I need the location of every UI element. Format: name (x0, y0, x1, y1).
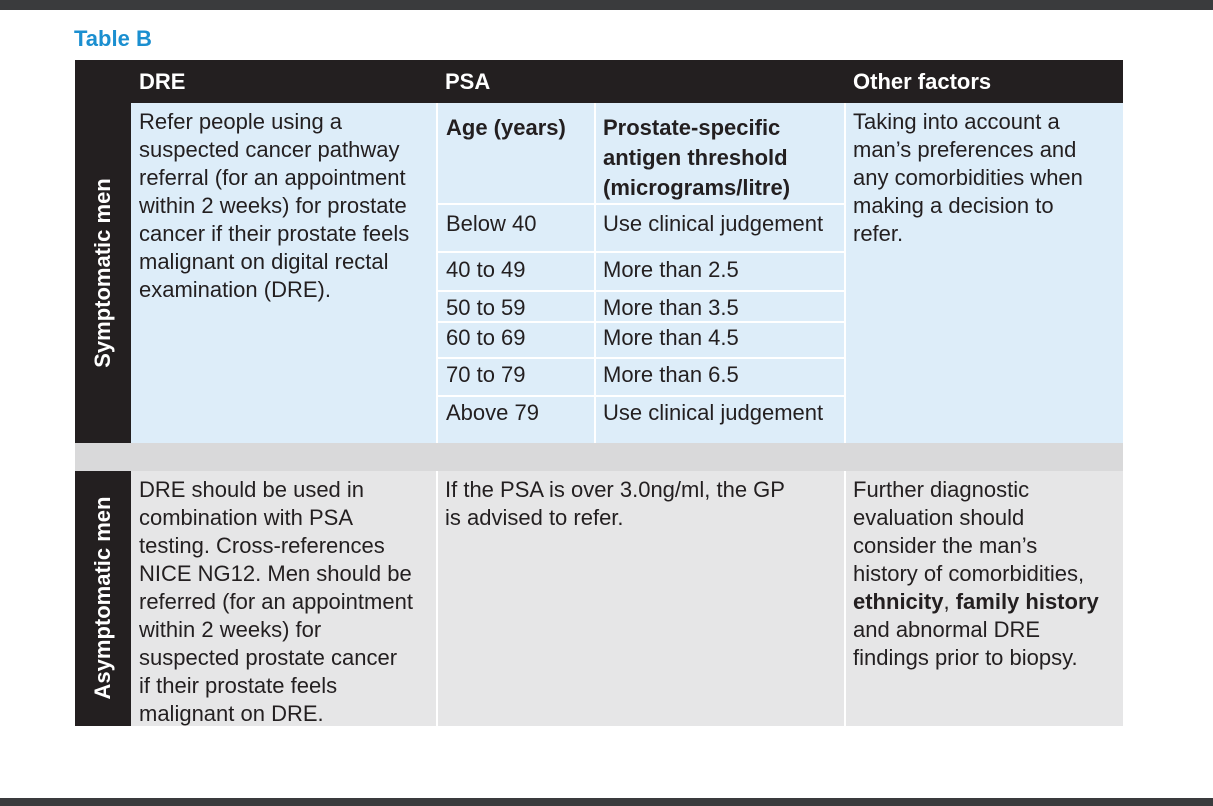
top-bar (0, 0, 1213, 10)
column-divider (844, 471, 846, 726)
column-divider (436, 471, 438, 726)
header-other-factors: Other factors (845, 60, 1123, 103)
column-divider (844, 103, 846, 443)
symptomatic-dre-cell (131, 103, 437, 443)
symptomatic-dre-line: examination (DRE). (139, 277, 331, 302)
section-separator (75, 443, 1123, 471)
row-label-symptomatic (75, 103, 131, 443)
psa-threshold-value: Use clinical judgement (603, 400, 824, 425)
psa-threshold-value: More than 4.5 (603, 325, 739, 350)
psa-row-divider (437, 251, 845, 253)
asymptomatic-dre-line: within 2 weeks) for (139, 617, 322, 642)
asymptomatic-dre-line: if their prostate feels (139, 673, 338, 698)
symptomatic-label: Symptomatic men (90, 178, 115, 368)
symptomatic-dre-line: suspected cancer pathway (139, 137, 400, 162)
symptomatic-dre-line: malignant on digital rectal (139, 249, 389, 274)
asymptomatic-dre-line: combination with PSA (139, 505, 353, 530)
symptomatic-dre-line: referral (for an appointment (139, 165, 406, 190)
asymptomatic-other-line: Further diagnostic (853, 477, 1030, 502)
asymptomatic-other-line: consider the man’s (853, 533, 1038, 558)
psa-row-divider (437, 290, 845, 292)
symptomatic-dre-line: cancer if their prostate feels (139, 221, 410, 246)
column-divider (436, 103, 438, 443)
asymptomatic-other-cell (845, 471, 1123, 726)
asymptomatic-other-line: evaluation should (853, 505, 1025, 530)
psa-row-divider (437, 395, 845, 397)
bottom-bar (0, 798, 1213, 806)
psa-row-divider (437, 203, 845, 205)
family-history-emphasis: family history (955, 589, 1099, 614)
asymptomatic-label: Asymptomatic men (90, 496, 115, 700)
asymptomatic-psa-cell (437, 471, 845, 726)
psa-threshold-value: More than 3.5 (603, 295, 739, 320)
psa-threshold-header-line: Prostate-specific (603, 115, 781, 140)
psa-threshold-value: More than 2.5 (603, 257, 739, 282)
header-dre: DRE (131, 60, 437, 103)
asymptomatic-dre-line: referred (for an appointment (139, 589, 413, 614)
psa-threshold-value: More than 6.5 (603, 362, 739, 387)
emphasis-separator: , (943, 589, 956, 614)
symptomatic-dre-line: Refer people using a (139, 109, 343, 134)
asymptomatic-dre-line: NICE NG12. Men should be (139, 561, 412, 586)
symptomatic-other-line: man’s preferences and (853, 137, 1077, 162)
symptomatic-other-line: making a decision to (853, 193, 1054, 218)
psa-threshold-value: Use clinical judgement (603, 211, 824, 236)
psa-age-value: Below 40 (446, 211, 537, 236)
asymptomatic-dre-line: malignant on DRE. (139, 701, 324, 726)
asymptomatic-dre-line: DRE should be used in (139, 477, 365, 502)
asymptomatic-dre-line: testing. Cross-references (139, 533, 385, 558)
asymptomatic-psa-line: If the PSA is over 3.0ng/ml, the GP (445, 477, 785, 502)
row-label-asymptomatic (75, 471, 131, 726)
header-psa: PSA (437, 60, 845, 103)
psa-age-value: Above 79 (446, 400, 539, 425)
psa-age-value: 40 to 49 (446, 257, 526, 282)
asymptomatic-dre-cell (131, 471, 437, 726)
symptomatic-psa-cell (437, 103, 845, 443)
asymptomatic-other-line-emphasis (853, 588, 1115, 616)
symptomatic-dre-line: within 2 weeks) for prostate (139, 193, 407, 218)
psa-row-divider (437, 357, 845, 359)
asymptomatic-other-line: findings prior to biopsy. (853, 645, 1078, 670)
asymptomatic-psa-line: is advised to refer. (445, 505, 624, 530)
psa-threshold-header-line: antigen threshold (603, 145, 788, 170)
psa-age-header: Age (years) (446, 115, 566, 140)
header-corner (75, 60, 131, 103)
symptomatic-other-line: refer. (853, 221, 904, 246)
psa-threshold-header-line: (micrograms/litre) (603, 175, 791, 200)
ethnicity-emphasis: ethnicity (853, 589, 944, 614)
asymptomatic-dre-line: suspected prostate cancer (139, 645, 398, 670)
symptomatic-other-cell (845, 103, 1123, 443)
psa-age-value: 50 to 59 (446, 295, 526, 320)
psa-subtable-divider (594, 103, 596, 443)
psa-age-value: 70 to 79 (446, 362, 526, 387)
psa-age-value: 60 to 69 (446, 325, 526, 350)
table-title: Table B (74, 26, 152, 51)
symptomatic-other-line: Taking into account a (853, 109, 1060, 134)
symptomatic-other-line: any comorbidities when (853, 165, 1083, 190)
asymptomatic-other-line: and abnormal DRE (853, 617, 1041, 642)
asymptomatic-other-line: history of comorbidities, (853, 561, 1085, 586)
psa-row-divider (437, 321, 845, 323)
